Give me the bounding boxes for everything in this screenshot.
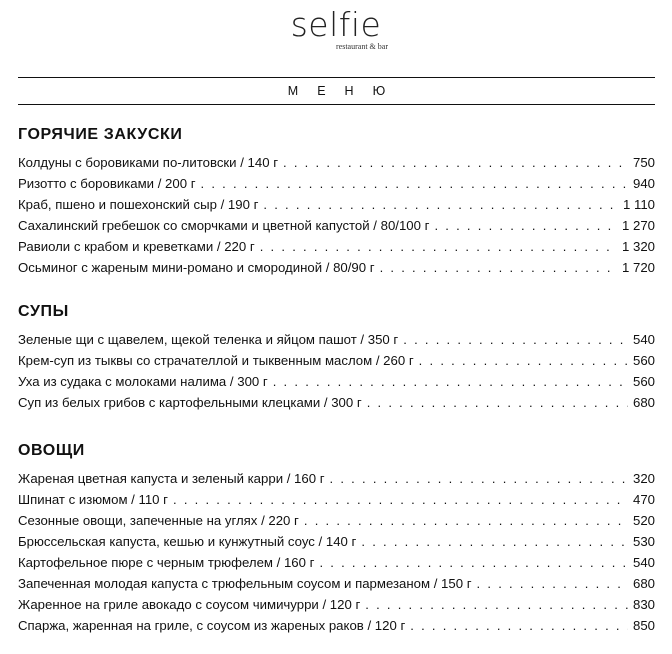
menu-item bbox=[18, 594, 655, 615]
item-name: Спаржа, жаренная на гриле, с соусом из жареных раков / 120 г bbox=[18, 618, 406, 633]
item-name: Равиоли с крабом и креветками / 220 г bbox=[18, 239, 255, 254]
dot-leader bbox=[260, 236, 617, 257]
item-price: 680 bbox=[632, 395, 655, 410]
item-price: 1 320 bbox=[621, 239, 655, 254]
menu-title-bar bbox=[18, 77, 655, 105]
item-price: 750 bbox=[632, 155, 655, 170]
item-price: 560 bbox=[632, 374, 655, 389]
menu-item bbox=[18, 329, 655, 350]
item-name: Брюссельская капуста, кешью и кунжутный соус / 140 г bbox=[18, 534, 357, 549]
menu-item bbox=[18, 392, 655, 413]
dot-leader bbox=[361, 531, 628, 552]
dot-leader bbox=[319, 552, 628, 573]
dot-leader bbox=[263, 194, 618, 215]
dot-leader bbox=[330, 468, 628, 489]
menu-item bbox=[18, 371, 655, 392]
menu-item bbox=[18, 173, 655, 194]
logo-subtitle: restaurant & bar bbox=[336, 42, 388, 51]
item-price: 1 270 bbox=[621, 218, 655, 233]
item-name: Ризотто с боровиками / 200 г bbox=[18, 176, 196, 191]
item-price: 470 bbox=[632, 492, 655, 507]
item-name: Шпинат с изюмом / 110 г bbox=[18, 492, 168, 507]
menu-item bbox=[18, 615, 655, 636]
menu-item bbox=[18, 531, 655, 552]
menu-item bbox=[18, 236, 655, 257]
dot-leader bbox=[367, 392, 628, 413]
menu-item bbox=[18, 510, 655, 531]
item-price: 830 bbox=[632, 597, 655, 612]
dot-leader bbox=[365, 594, 628, 615]
section-soups bbox=[18, 303, 655, 413]
item-name: Колдуны с боровиками по-литовски / 140 г bbox=[18, 155, 279, 170]
dot-leader bbox=[403, 329, 628, 350]
menu-title: МЕНЮ bbox=[287, 84, 405, 98]
dot-leader bbox=[477, 573, 628, 594]
item-name: Сахалинский гребешок со сморчками и цветной капустой / 80/100 г bbox=[18, 218, 430, 233]
menu-item bbox=[18, 573, 655, 594]
section-title: СУПЫ bbox=[18, 303, 69, 320]
item-name: Зеленые щи с щавелем, щекой теленка и яйцом пашот / 350 г bbox=[18, 332, 399, 347]
dot-leader bbox=[380, 257, 617, 278]
menu-item bbox=[18, 194, 655, 215]
section-vegetables bbox=[18, 442, 655, 636]
item-name: Краб, пшено и пошехонский сыр / 190 г bbox=[18, 197, 259, 212]
menu-item bbox=[18, 552, 655, 573]
item-price: 560 bbox=[632, 353, 655, 368]
dot-leader bbox=[173, 489, 628, 510]
item-name: Жареная цветная капуста и зеленый карри / 160 г bbox=[18, 471, 325, 486]
menu-item bbox=[18, 257, 655, 278]
section-hot-appetizers bbox=[18, 126, 655, 278]
item-price: 530 bbox=[632, 534, 655, 549]
dot-leader bbox=[434, 215, 617, 236]
item-name: Запеченная молодая капуста с трюфельным соусом и пармезаном / 150 г bbox=[18, 576, 472, 591]
item-name: Уха из судака с молоками налима / 300 г bbox=[18, 374, 268, 389]
item-name: Жаренное на гриле авокадо с соусом чимичурри / 120 г bbox=[18, 597, 361, 612]
item-price: 320 bbox=[632, 471, 655, 486]
item-name: Крем-суп из тыквы со страчателлой и тыквенным маслом / 260 г bbox=[18, 353, 414, 368]
item-price: 940 bbox=[632, 176, 655, 191]
restaurant-logo bbox=[0, 6, 672, 51]
dot-leader bbox=[201, 173, 628, 194]
item-name: Суп из белых грибов с картофельными клецками / 300 г bbox=[18, 395, 362, 410]
menu-item bbox=[18, 350, 655, 371]
item-price: 540 bbox=[632, 555, 655, 570]
item-price: 1 110 bbox=[622, 197, 655, 212]
dot-leader bbox=[410, 615, 628, 636]
logo-wordmark: selfie bbox=[290, 5, 382, 44]
section-title: ОВОЩИ bbox=[18, 442, 85, 459]
menu-item bbox=[18, 489, 655, 510]
item-name: Осьминог с жареным мини-романо и смородиной / 80/90 г bbox=[18, 260, 375, 275]
dot-leader bbox=[273, 371, 628, 392]
menu-item bbox=[18, 468, 655, 489]
item-price: 680 bbox=[632, 576, 655, 591]
item-name: Сезонные овощи, запеченные на углях / 220 г bbox=[18, 513, 299, 528]
item-price: 1 720 bbox=[621, 260, 655, 275]
dot-leader bbox=[283, 152, 628, 173]
dot-leader bbox=[419, 350, 628, 371]
item-name: Картофельное пюре с черным трюфелем / 160 г bbox=[18, 555, 315, 570]
item-price: 520 bbox=[632, 513, 655, 528]
dot-leader bbox=[304, 510, 628, 531]
item-price: 540 bbox=[632, 332, 655, 347]
menu-item bbox=[18, 215, 655, 236]
menu-item bbox=[18, 152, 655, 173]
item-price: 850 bbox=[632, 618, 655, 633]
section-title: ГОРЯЧИЕ ЗАКУСКИ bbox=[18, 126, 183, 143]
